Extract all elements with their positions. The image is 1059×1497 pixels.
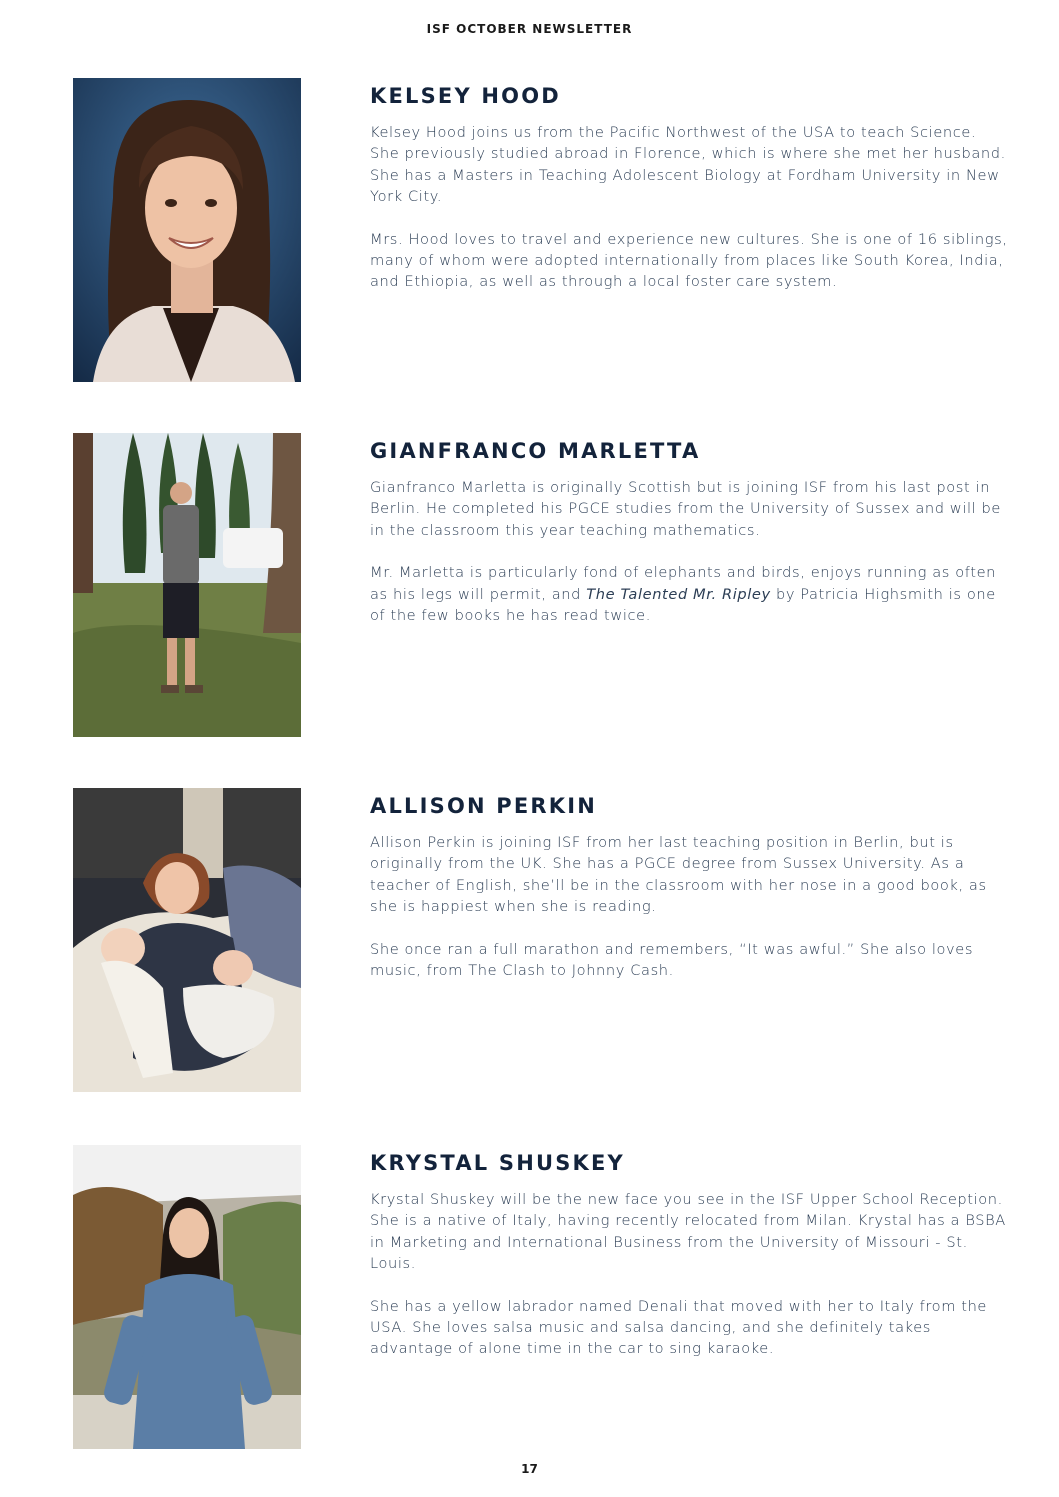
profile-paragraph — [370, 562, 1010, 626]
profile-name: GIANFRANCO MARLETTA — [370, 439, 701, 463]
newsletter-header: ISF OCTOBER NEWSLETTER — [426, 22, 633, 36]
profile-paragraph: She once ran a full marathon and remembers, “It was awful.” She also loves music, from The Clash to Johnny Cash. — [370, 940, 974, 980]
profile-paragraph: Gianfranco Marletta is originally Scottish but is joining ISF from his last post in Berlin. He completed his PGCE studies from the University of Sussex and will be in the classroom this year teaching mathematics. — [370, 479, 1001, 539]
profile-paragraph: Mrs. Hood loves to travel and experience new cultures. She is one of 16 siblings, many of whom were adopted internationally from places like South Korea, India, and Ethiopia, as well as through a local foster care system. — [370, 230, 1008, 291]
page-number: 17 — [521, 1462, 538, 1476]
family-photo — [73, 788, 301, 1092]
portrait-photo — [73, 78, 301, 382]
profile-paragraph: She has a yellow labrador named Denali that moved with her to Italy from the USA. She loves salsa music and salsa dancing, and she definitely takes advantage of alone time in the car to sing karaoke. — [370, 1297, 988, 1358]
paragraph-text: Mr. Marletta is particularly fond of elephants and birds, enjoys running as often as his legs will permit, and — [370, 564, 996, 603]
outdoor-photo — [73, 433, 301, 737]
profile-name: KRYSTAL SHUSKEY — [370, 1151, 625, 1175]
profile-name: KELSEY HOOD — [370, 84, 561, 108]
profile-name: ALLISON PERKIN — [370, 794, 598, 818]
portrait-outdoor-photo — [73, 1145, 301, 1449]
profile-paragraph: Krystal Shuskey will be the new face you see in the ISF Upper School Reception. She is a native of Italy, having recently relocated from Milan. Krystal has a BSBA in Marketing and International Business from the University of Missouri - St. Louis. — [370, 1191, 1006, 1273]
book-title: The Talented Mr. Ripley — [586, 585, 771, 603]
profile-paragraph: Kelsey Hood joins us from the Pacific Northwest of the USA to teach Science. She previously studied abroad in Florence, which is where she met her husband. She has a Masters in Teaching Adolescent Biology at Fordham University in New York City. — [370, 124, 1006, 206]
profile-paragraph: Allison Perkin is joining ISF from her last teaching position in Berlin, but is originally from the UK. She has a PGCE degree from Sussex University. As a teacher of English, she’ll be in the classroom with her nose in a good book, as she is happiest when she is reading. — [370, 834, 987, 916]
paragraph-text: by Patricia Highsmith is one of the few books he has read twice. — [370, 585, 996, 625]
